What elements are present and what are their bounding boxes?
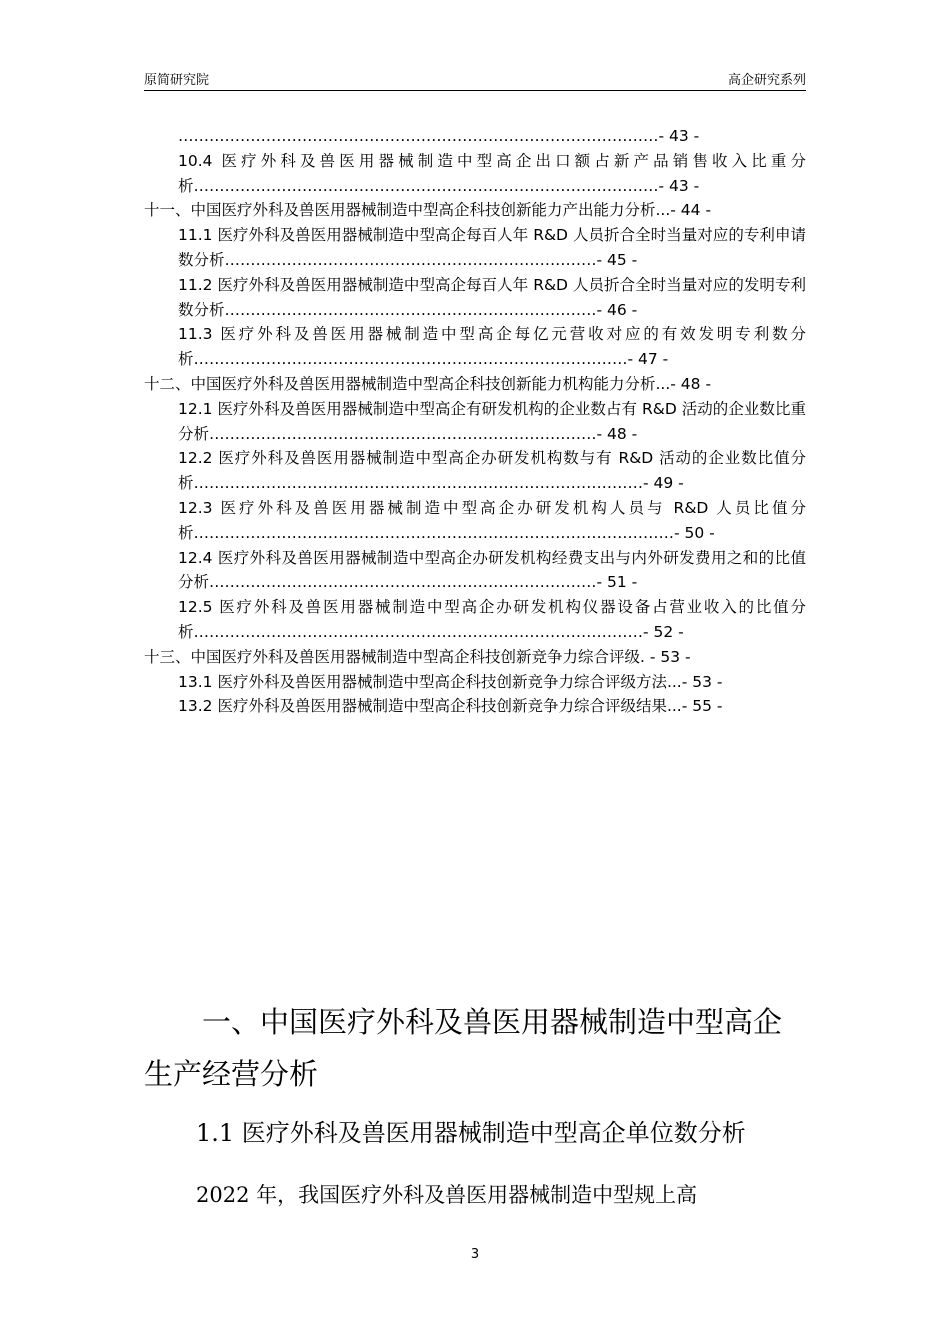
section-heading: 一、中国医疗外科及兽医用器械制造中型高企生产经营分析 bbox=[144, 1005, 783, 1091]
toc-entry[interactable]: 11.2 医疗外科及兽医用器械制造中型高企每百人年 R&D 人员折合全时当量对应的发明专利数分析………………………………………………………………- 46 - bbox=[178, 275, 806, 319]
header-org-name: 原简研究院 bbox=[144, 73, 210, 88]
toc-entry[interactable]: 12.5 医疗外科及兽医用器械制造中型高企办研发机构仪器设备占营业收入的比值分析……………………………………………………………………………- 52 - bbox=[178, 598, 806, 641]
toc-entry[interactable]: 十三、中国医疗外科及兽医用器械制造中型高企科技创新竞争力综合评级. - 53 - bbox=[144, 647, 691, 666]
page-number: 3 bbox=[470, 1247, 480, 1262]
page-header bbox=[144, 66, 806, 91]
toc-entry[interactable]: 十一、中国医疗外科及兽医用器械制造中型高企科技创新能力产出能力分析...- 44 - bbox=[144, 201, 712, 220]
toc-entry[interactable]: 13.2 医疗外科及兽医用器械制造中型高企科技创新竞争力综合评级结果...- 55 - bbox=[178, 697, 723, 716]
toc-entry[interactable]: …………………………………………………………………………………- 43 - bbox=[178, 127, 700, 145]
toc-entry[interactable]: 11.3 医疗外科及兽医用器械制造中型高企每亿元营收对应的有效发明专利数分析…………………………………………………………………………- 47 - bbox=[178, 325, 806, 369]
table-of-contents bbox=[144, 124, 806, 719]
subsection-heading: 1.1 医疗外科及兽医用器械制造中型高企单位数分析 bbox=[196, 1119, 746, 1147]
toc-entry[interactable]: 12.2 医疗外科及兽医用器械制造中型高企办研发机构数与有 R&D 活动的企业数比值分析……………………………………………………………………………- 49 - bbox=[178, 449, 806, 493]
toc-entry[interactable]: 12.1 医疗外科及兽医用器械制造中型高企有研发机构的企业数占有 R&D 活动的企业数比重分析…………………………………………………………………- 48 - bbox=[178, 399, 806, 443]
toc-entry[interactable]: 11.1 医疗外科及兽医用器械制造中型高企每百人年 R&D 人员折合全时当量对应的专利申请数分析………………………………………………………………- 45 - bbox=[178, 226, 806, 269]
toc-entry[interactable]: 十二、中国医疗外科及兽医用器械制造中型高企科技创新能力机构能力分析...- 48 - bbox=[144, 374, 712, 393]
toc-entry[interactable]: 12.3 医疗外科及兽医用器械制造中型高企办研发机构人员与 R&D 人员比值分析…………………………………………………………………………………- 50 - bbox=[178, 498, 806, 542]
header-series-name: 高企研究系列 bbox=[727, 73, 806, 88]
body-paragraph: 2022 年，我国医疗外科及兽医用器械制造中型规上高 bbox=[196, 1183, 698, 1207]
toc-entry[interactable]: 13.1 医疗外科及兽医用器械制造中型高企科技创新竞争力综合评级方法...- 53 - bbox=[178, 672, 723, 691]
toc-entry[interactable]: 10.4 医疗外科及兽医用器械制造中型高企出口额占新产品销售收入比重分析………………………………………………………………………………- 43 - bbox=[178, 151, 806, 195]
toc-entry[interactable]: 12.4 医疗外科及兽医用器械制造中型高企办研发机构经费支出与内外研发费用之和的比值分析…………………………………………………………………- 51 - bbox=[178, 548, 806, 592]
